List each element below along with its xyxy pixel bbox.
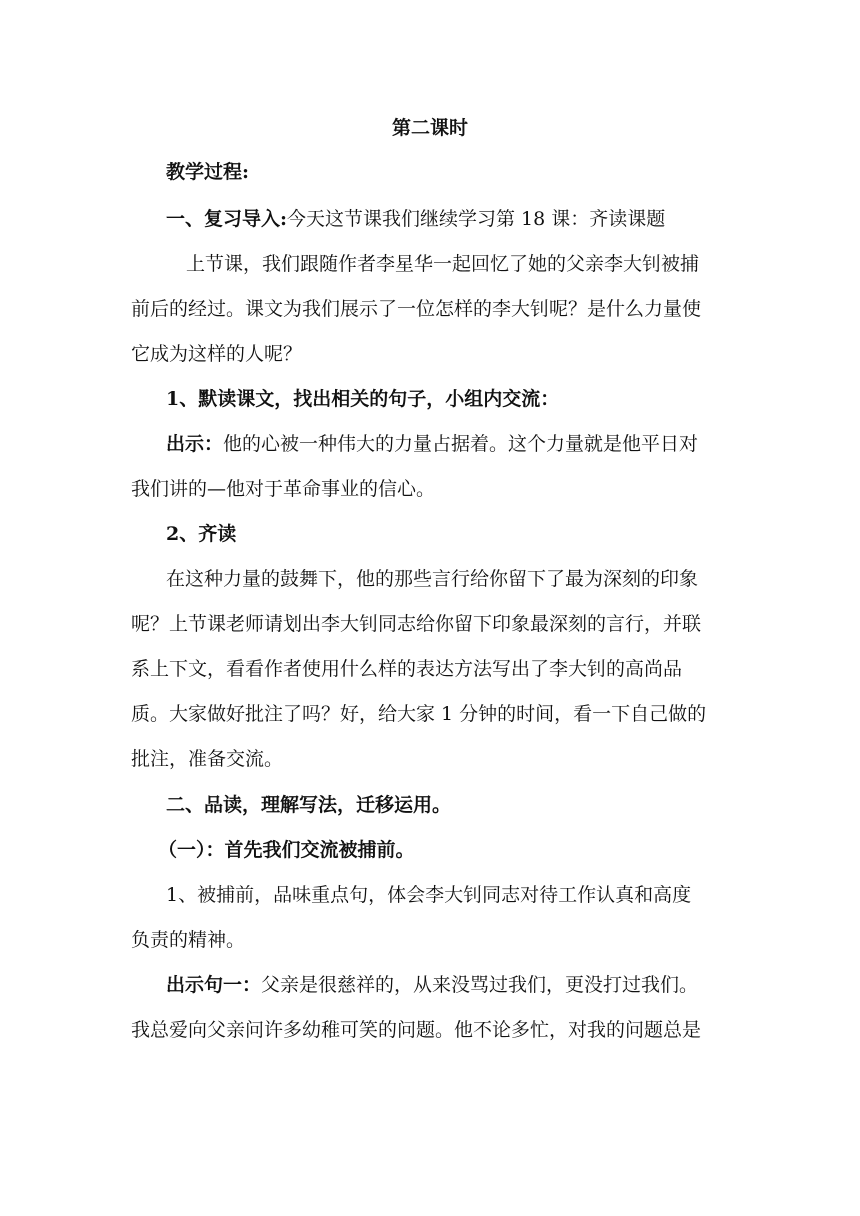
show2-label: 出示句一： (166, 974, 262, 996)
show2-line-2: 我总爱向父亲问许多幼稚可笑的问题。他不论多忙，对我的问题总是 (131, 1019, 702, 1041)
point1-line-2: 负责的精神。 (131, 929, 246, 951)
page-title: 第二课时 (391, 117, 468, 139)
show1-text-1: 他的心被一种伟大的力量占据着。这个力量就是他平日对 (223, 433, 699, 455)
review-heading: 一、复习导入: (166, 208, 288, 230)
section-2-heading: 二、品读，理解写法，迁移运用。 (166, 794, 452, 816)
point1-line-1: 1、被捕前，品味重点句，体会李大钊同志对待工作认真和高度 (166, 884, 692, 906)
review-line (166, 203, 776, 235)
para2-line-3: 系上下文，看看作者使用什么样的表达方法写出了李大钊的高尚品 (131, 658, 683, 680)
para1-line-3: 它成为这样的人呢？ (131, 343, 303, 365)
step-1: 1、默读课文，找出相关的句子，小组内交流： (166, 388, 560, 410)
step-2: 2、齐读 (166, 523, 237, 545)
para2-line-5: 批注，准备交流。 (131, 748, 284, 770)
para1-line-2: 前后的经过。课文为我们展示了一位怎样的李大钊呢？是什么力量使 (131, 298, 702, 320)
show2-text-1: 父亲是很慈祥的，从来没骂过我们，更没打过我们。 (261, 974, 699, 996)
para2-line-1: 在这种力量的鼓舞下，他的那些言行给你留下了最为深刻的印象 (166, 568, 699, 590)
show1-line-1 (166, 428, 776, 460)
subsection-1-heading: （一）：首先我们交流被捕前。 (158, 839, 415, 861)
review-text: 今天这节课我们继续学习第 18 课：齐读课题 (287, 208, 666, 230)
show2-line-1 (166, 969, 776, 1001)
process-label: 教学过程: (166, 161, 250, 183)
para2-line-4: 质。大家做好批注了吗？好，给大家 1 分钟的时间，看一下自己做的 (131, 703, 707, 725)
show1-label: 出示： (166, 433, 224, 455)
para2-line-2: 呢？上节课老师请划出李大钊同志给你留下印象最深刻的言行，并联 (131, 613, 702, 635)
para1-line-1: 上节课，我们跟随作者李星华一起回忆了她的父亲李大钊被捕 (186, 253, 700, 275)
show1-line-2: 我们讲的—他对于革命事业的信心。 (131, 478, 436, 500)
